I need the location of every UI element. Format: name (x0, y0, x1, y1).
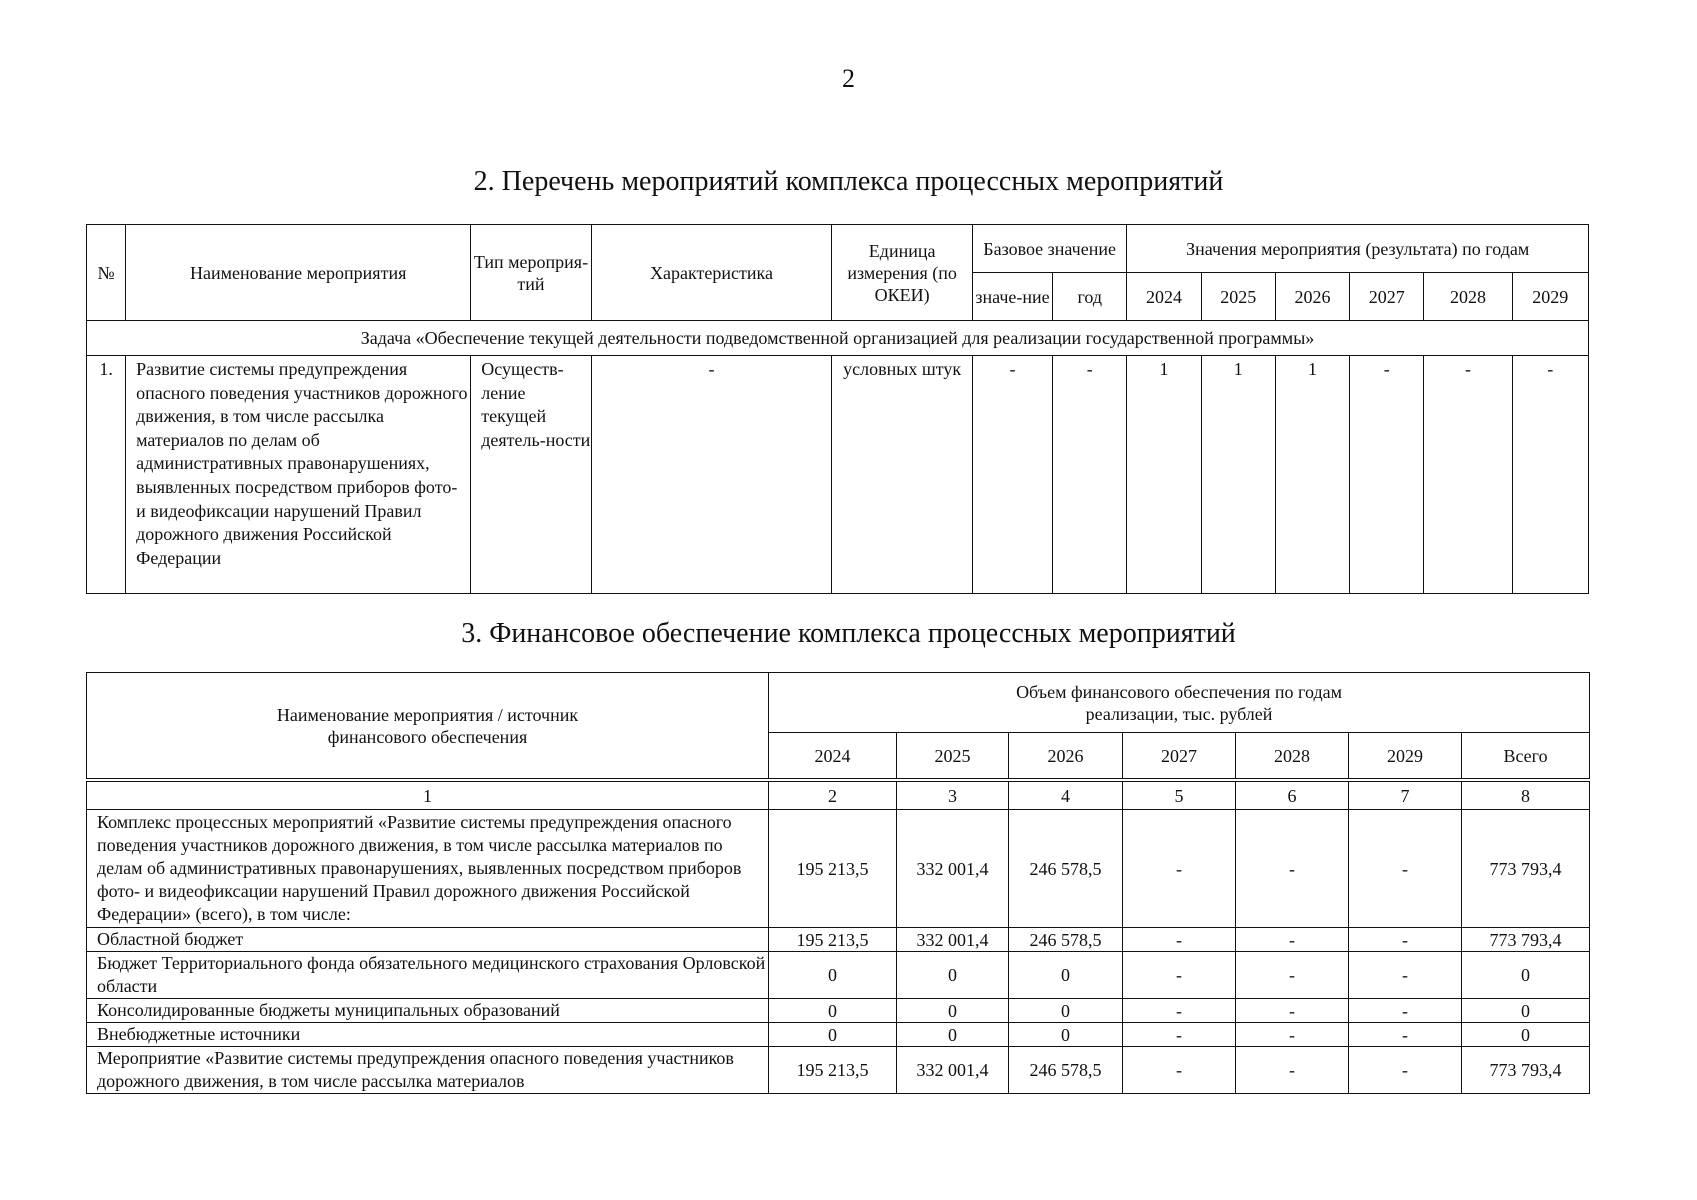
funding-value: 246 578,5 (1009, 928, 1123, 952)
row-num: 1. (87, 356, 126, 594)
funding-total: 0 (1462, 1023, 1590, 1047)
funding-value: - (1236, 1047, 1349, 1094)
table-row (87, 999, 1590, 1023)
funding-value: - (1236, 928, 1349, 952)
section-3-title: 3. Финансовое обеспечение комплекса процессных мероприятий (461, 618, 1236, 649)
financing-table (86, 672, 1590, 1094)
col-unit-header: Единица измерения (по ОКЕИ) (832, 225, 972, 321)
funding-total: 0 (1462, 999, 1590, 1023)
fin-col-year-header: 2026 (1009, 733, 1123, 779)
column-number: 1 (87, 782, 769, 810)
funding-value: 332 001,4 (897, 928, 1009, 952)
funding-value: 0 (1009, 999, 1123, 1023)
column-number: 3 (897, 782, 1009, 810)
funding-value: - (1236, 999, 1349, 1023)
fin-col-year-header: 2024 (769, 733, 897, 779)
funding-value: 0 (769, 999, 897, 1023)
funding-value: - (1123, 1023, 1236, 1047)
measure-value: - (1350, 356, 1424, 594)
table-row (87, 1023, 1590, 1047)
funding-value: 0 (1009, 1023, 1123, 1047)
col-base-value-header: значе-ние (972, 273, 1052, 321)
fin-col-name-header: Наименование мероприятия / источник финансового обеспечения (87, 673, 769, 779)
column-number: 5 (1123, 782, 1236, 810)
funding-value: - (1349, 1047, 1462, 1094)
funding-value: 0 (897, 952, 1009, 999)
fin-col-year-header: 2028 (1236, 733, 1349, 779)
measure-unit: условных штук (832, 356, 972, 594)
funding-value: - (1349, 952, 1462, 999)
measures-list-table (86, 224, 1589, 594)
col-year-header: 2025 (1201, 273, 1275, 321)
fin-col-total-header: Всего (1462, 733, 1590, 779)
section-2-title: 2. Перечень мероприятий комплекса процессных мероприятий (473, 166, 1224, 197)
fin-col-year-header: 2029 (1349, 733, 1462, 779)
table-row (87, 928, 1590, 952)
measure-characteristic: - (591, 356, 832, 594)
col-base-year-header: год (1053, 273, 1127, 321)
funding-value: 0 (897, 999, 1009, 1023)
measure-base-year: - (1053, 356, 1127, 594)
fin-col-year-header: 2025 (897, 733, 1009, 779)
measure-base-value: - (972, 356, 1052, 594)
funding-value: - (1123, 928, 1236, 952)
funding-value: 195 213,5 (769, 1047, 897, 1094)
funding-value: 332 001,4 (897, 1047, 1009, 1094)
table-row (87, 952, 1590, 999)
funding-value: 195 213,5 (769, 810, 897, 928)
funding-value: 0 (769, 1023, 897, 1047)
funding-source-name: Областной бюджет (87, 928, 769, 952)
column-number-row (87, 782, 1590, 810)
funding-value: 195 213,5 (769, 928, 897, 952)
col-num-header: № (87, 225, 126, 321)
funding-value: - (1349, 999, 1462, 1023)
col-year-header: 2027 (1350, 273, 1424, 321)
funding-value: 0 (769, 952, 897, 999)
funding-source-name: Внебюджетные источники (87, 1023, 769, 1047)
measure-value: - (1424, 356, 1512, 594)
column-number: 8 (1462, 782, 1590, 810)
table-row (87, 356, 1589, 594)
column-number: 7 (1349, 782, 1462, 810)
funding-source-name: Мероприятие «Развитие системы предупреждения опасного поведения участников дорожного движения, в том числе рассылка материалов (87, 1047, 769, 1094)
funding-total: 0 (1462, 952, 1590, 999)
measure-value: 1 (1201, 356, 1275, 594)
funding-source-name: Консолидированные бюджеты муниципальных образований (87, 999, 769, 1023)
funding-value: - (1349, 1023, 1462, 1047)
column-number: 4 (1009, 782, 1123, 810)
table-row (87, 810, 1590, 928)
measure-name: Развитие системы предупреждения опасного поведения участников дорожного движения, в том числе рассылка материалов по делам об административных правонарушениях, выявленных посредством приборов фото- и видеофиксации нарушений Правил дорожного движения Российской Федерации (126, 356, 471, 594)
col-year-header: 2024 (1127, 273, 1201, 321)
funding-total: 773 793,4 (1462, 1047, 1590, 1094)
measure-value: 1 (1275, 356, 1349, 594)
funding-value: 246 578,5 (1009, 810, 1123, 928)
col-year-header: 2028 (1424, 273, 1512, 321)
funding-source-name: Комплекс процессных мероприятий «Развитие системы предупреждения опасного поведения участников дорожного движения, в том числе рассылка материалов по делам об административных правонарушениях, выявленных посредством приборов фото- и видеофиксации нарушений Правил дорожного движения Российской Федерации» (всего), в том числе: (87, 810, 769, 928)
funding-source-name: Бюджет Территориального фонда обязательного медицинского страхования Орловской области (87, 952, 769, 999)
funding-value: - (1349, 928, 1462, 952)
col-type-header: Тип мероприя-тий (471, 225, 591, 321)
funding-value: - (1123, 1047, 1236, 1094)
funding-value: - (1236, 1023, 1349, 1047)
funding-value: - (1123, 952, 1236, 999)
funding-value: 332 001,4 (897, 810, 1009, 928)
col-year-header: 2026 (1275, 273, 1349, 321)
col-values-header: Значения мероприятия (результата) по годам (1127, 225, 1589, 273)
measure-value: 1 (1127, 356, 1201, 594)
fin-col-volume-header: Объем финансового обеспечения по годам реализации, тыс. рублей (769, 673, 1590, 733)
measure-type: Осуществ-ление текущей деятель-ности (471, 356, 591, 594)
page-number: 2 (842, 64, 855, 93)
funding-value: 0 (897, 1023, 1009, 1047)
col-name-header: Наименование мероприятия (126, 225, 471, 321)
funding-total: 773 793,4 (1462, 928, 1590, 952)
funding-value: - (1349, 810, 1462, 928)
funding-value: - (1123, 810, 1236, 928)
funding-value: - (1236, 810, 1349, 928)
column-number: 6 (1236, 782, 1349, 810)
col-year-header: 2029 (1512, 273, 1588, 321)
funding-value: 246 578,5 (1009, 1047, 1123, 1094)
column-number: 2 (769, 782, 897, 810)
funding-total: 773 793,4 (1462, 810, 1590, 928)
col-base-header: Базовое значение (972, 225, 1127, 273)
col-characteristic-header: Характеристика (591, 225, 832, 321)
funding-value: - (1236, 952, 1349, 999)
fin-col-year-header: 2027 (1123, 733, 1236, 779)
funding-value: 0 (1009, 952, 1123, 999)
funding-value: - (1123, 999, 1236, 1023)
table-row (87, 1047, 1590, 1094)
measure-value: - (1512, 356, 1588, 594)
task-row: Задача «Обеспечение текущей деятельности подведомственной организацией для реализации государственной программы» (87, 321, 1589, 356)
